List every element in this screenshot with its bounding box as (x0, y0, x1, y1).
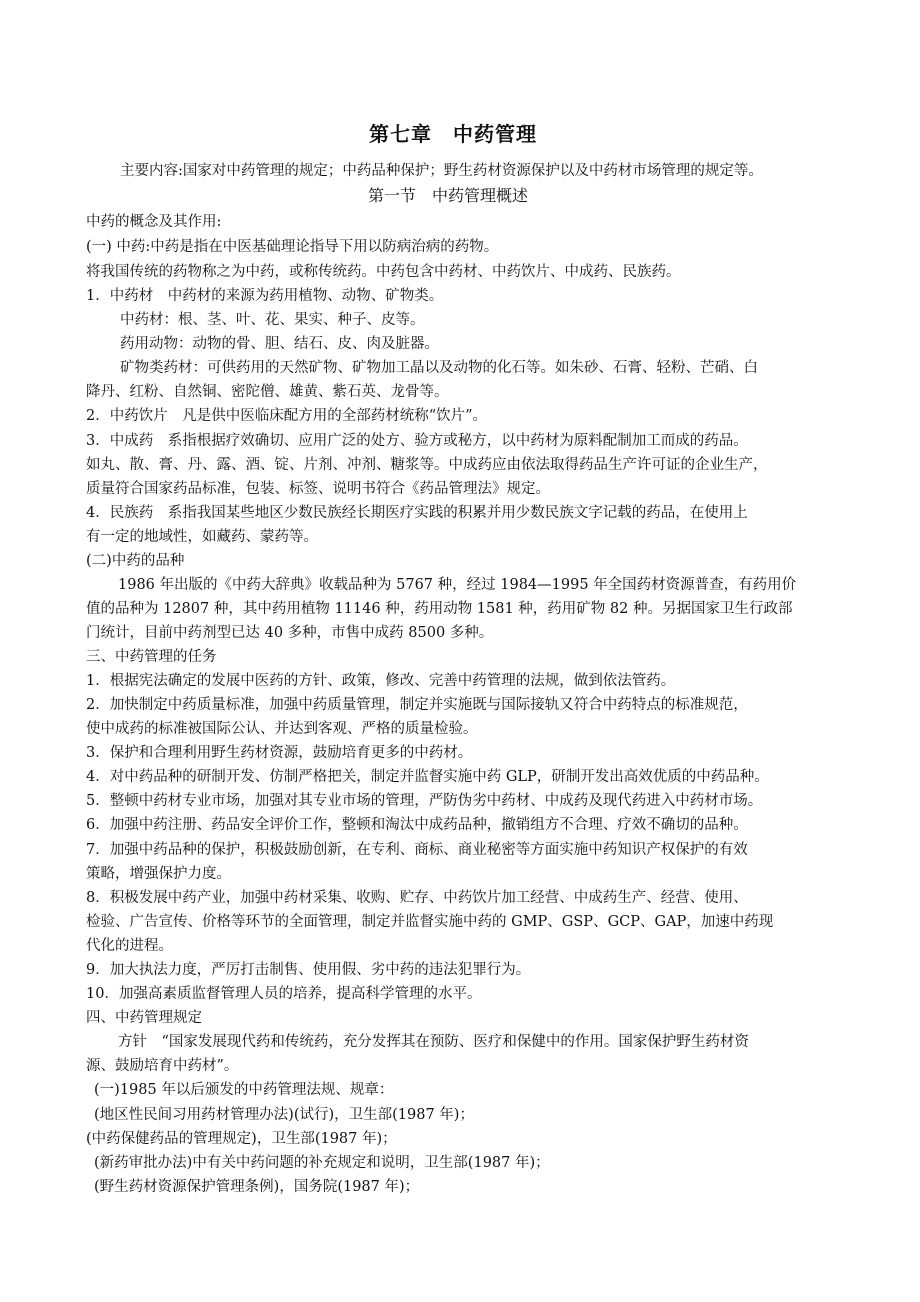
text-line: 策略，增强保护力度。 (86, 866, 231, 882)
text-line: 1．根据宪法确定的发展中医药的方针、政策，修改、完善中药管理的法规，做到依法管药。 (86, 673, 676, 689)
text-line: 1986 年出版的《中药大辞典》收载品种为 5767 种，经过 1984—1995 年全国药材资源普查，有药用价 (118, 577, 797, 593)
text-line: 门统计，目前中药剂型已达 40 多种，市售中成药 8500 多种。 (86, 625, 494, 641)
chapter-title: 第七章 中药管理 (369, 122, 537, 146)
text-line: 2．中药饮片 凡是供中医临床配方用的全部药材统称“饮片”。 (86, 408, 488, 424)
text-line: 中药材：根、茎、叶、花、果实、种子、皮等。 (120, 312, 425, 328)
text-line: 值的品种为 12807 种，其中药用植物 11146 种，药用动物 1581 种，药用矿物 82 种。另据国家卫生行政部 (86, 601, 793, 617)
text-line: (一) 中药:中药是指在中医基础理论指导下用以防病治病的药物。 (86, 239, 499, 255)
text-line: (一)1985 年以后颁发的中药管理法规、规章： (94, 1082, 394, 1098)
text-line: (野生药材资源保护管理条例)，国务院(1987 年)； (94, 1179, 420, 1195)
text-line: 质量符合国家药品标准，包装、标签、说明书符合《药品管理法》规定。 (86, 481, 550, 497)
section-title: 第一节 中药管理概述 (368, 186, 529, 205)
summary-line: 主要内容:国家对中药管理的规定；中药品种保护；野生药材资源保护以及中药材市场管理的规定等。 (120, 163, 763, 179)
text-line: 3．保护和合理利用野生药材资源，鼓励培育更多的中药材。 (86, 745, 473, 761)
text-line: 8．积极发展中药产业，加强中药材采集、收购、贮存、中药饮片加工经营、中成药生产、经营、使用、 (86, 890, 748, 906)
text-line: 将我国传统的药物称之为中药，或称传统药。中药包含中药材、中药饮片、中成药、民族药。 (86, 264, 681, 280)
text-line: (中药保健药品的管理规定)，卫生部(1987 年)； (86, 1131, 397, 1147)
text-line: 使中成药的标准被国际公认、并达到客观、严格的质量检验。 (86, 721, 478, 737)
text-line: 7．加强中药品种的保护，积极鼓励创新，在专利、商标、商业秘密等方面实施中药知识产权保护的有效 (86, 842, 748, 858)
text-line: 方针 “国家发展现代药和传统药，充分发挥其在预防、医疗和保健中的作用。国家保护野生药材资 (118, 1034, 749, 1050)
text-line: (新药审批办法)中有关中药问题的补充规定和说明，卫生部(1987 年)； (94, 1155, 550, 1171)
text-line: 降丹、红粉、自然铜、密陀僧、雄黄、紫石英、龙骨等。 (86, 384, 449, 400)
text-line: 三、中药管理的任务 (86, 649, 217, 665)
text-line: 如丸、散、膏、丹、露、酒、锭、片剂、冲剂、糖浆等。中成药应由依法取得药品生产许可证的企业生产， (86, 457, 768, 473)
text-line: 9．加大执法力度，严厉打击制售、使用假、劣中药的违法犯罪行为。 (86, 962, 531, 978)
text-line: 10．加强高素质监督管理人员的培养，提高科学管理的水平。 (86, 986, 482, 1002)
text-line: 四、中药管理规定 (86, 1010, 202, 1026)
text-line: 2．加快制定中药质量标准，加强中药质量管理，制定并实施既与国际接轨又符合中药特点的标准规范， (86, 697, 748, 713)
text-line: 代化的进程。 (86, 938, 173, 954)
text-line: 源、鼓励培育中药材”。 (86, 1058, 239, 1074)
text-line: 中药的概念及其作用: (86, 214, 222, 230)
text-line: 矿物类药材：可供药用的天然矿物、矿物加工晶以及动物的化石等。如朱砂、石膏、轻粉、芒硝、白 (120, 360, 758, 376)
text-line: 3．中成药 系指根据疗效确切、应用广泛的处方、验方或秘方，以中药材为原料配制加工而成的药品。 (86, 433, 748, 449)
text-line: 1．中药材 中药材的来源为药用植物、动物、矿物类。 (86, 288, 444, 304)
text-line: (地区性民间习用药材管理办法)(试行)，卫生部(1987 年)； (94, 1107, 474, 1123)
text-line: 4．对中药品种的研制开发、仿制严格把关，制定并监督实施中药 GLP，研制开发出高效优质的中药品种。 (86, 769, 769, 785)
text-line: 6．加强中药注册、药品安全评价工作，整顿和淘汰中成药品种，撤销组方不合理、疗效不确切的品种。 (86, 817, 748, 833)
text-line: (二)中药的品种 (86, 553, 185, 569)
text-line: 5．整顿中药材专业市场，加强对其专业市场的管理，严防伪劣中药材、中成药及现代药进入中药材市场。 (86, 793, 763, 809)
text-line: 4．民族药 系指我国某些地区少数民族经长期医疗实践的积累并用少数民族文字记载的药品，在使用上 (86, 505, 748, 521)
text-line: 检验、广告宣传、价格等环节的全面管理，制定并监督实施中药的 GMP、GSP、GCP、GAP，加速中药现 (86, 914, 774, 930)
text-line: 有一定的地域性，如藏药、蒙药等。 (86, 529, 318, 545)
text-line: 药用动物：动物的骨、胆、结石、皮、肉及脏器。 (120, 336, 439, 352)
